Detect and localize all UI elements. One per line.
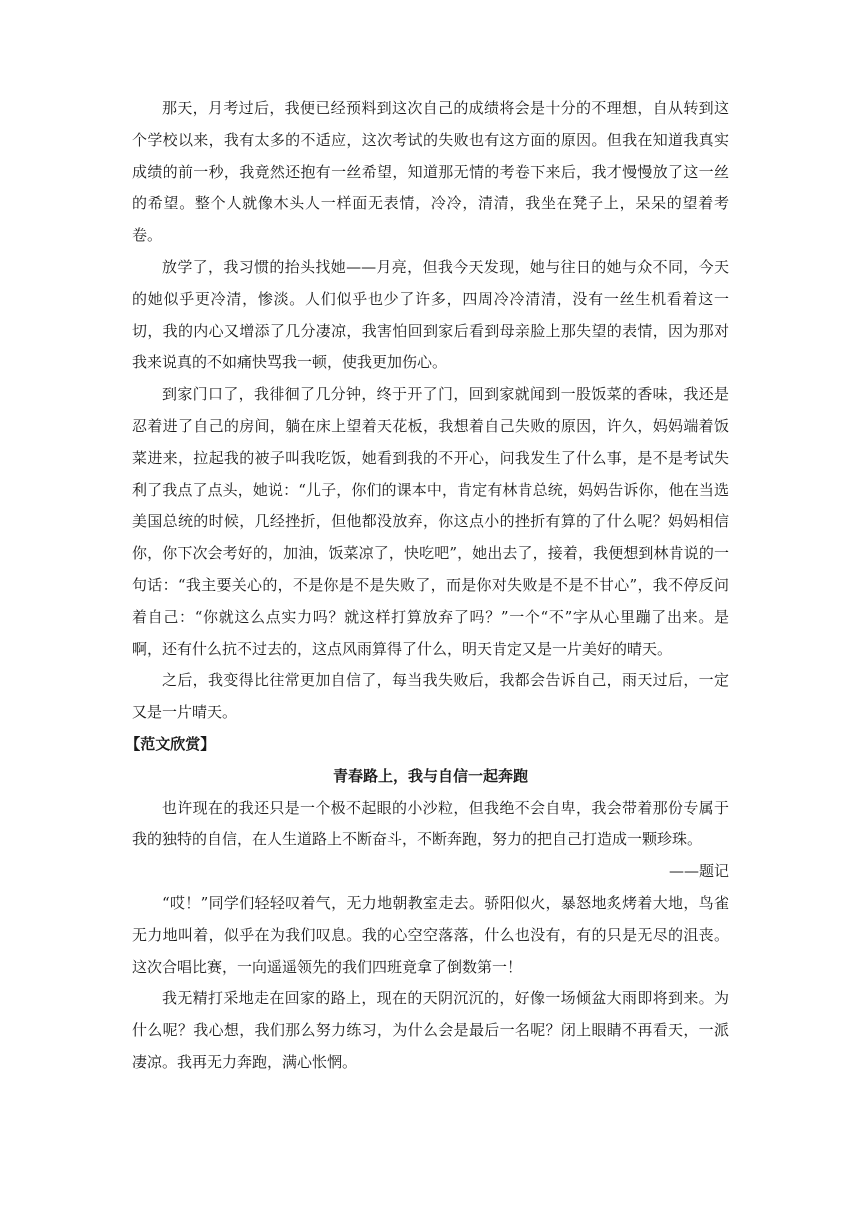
section-label: 【范文欣赏】 — [125, 734, 216, 753]
paragraph: 那天，月考过后，我便已经预料到这次自己的成绩将会是十分的不理想，自从转到这个学校以来，我有太多的不适应，这次考试的失败也有这方面的原因。但我在知道我真实成绩的前一秒，我竟然还抱有一丝希望，知道那无情的考卷下来后，我才慢慢放了这一丝的希望。整个人就像木头人一样面无表情，冷冷，清清，我坐在凳子上，呆呆的望着考卷。 — [132, 99, 729, 245]
epigraph-signoff: ——题记 — [668, 862, 729, 881]
document-body — [125, 93, 729, 1079]
paragraph: “哎！”同学们轻轻叹着气，无力地朝教室走去。骄阳似火，暴怒地炙烤着大地，鸟雀无力地叫着，似乎在为我们叹息。我的心空空落落，什么也没有，有的只是无尽的沮丧。这次合唱比赛，一向遥遥领先的我们四班竟拿了倒数第一！ — [132, 893, 729, 976]
essay-title: 青春路上，我与自信一起奔跑 — [332, 766, 528, 785]
paragraph: 我无精打采地走在回家的路上，现在的天阴沉沉的，好像一场倾盆大雨即将到来。为什么呢？我心想，我们那么努力练习，为什么会是最后一名呢？闭上眼睛不再看天，一派凄凉。我再无力奔跑，满心怅惘。 — [132, 989, 729, 1071]
paragraph: 到家门口了，我徘徊了几分钟，终于开了门，回到家就闻到一股饭菜的香味，我还是忍着进了自己的房间，躺在床上望着天花板，我想着自己失败的原因，许久，妈妈端着饭菜进来，拉起我的被子叫我吃饭，她看到我的不开心，问我发生了什么事，是不是考试失利了我点了点头，她说：“儿子，你们的课本中，肯定有林肯总统，妈妈告诉你，他在当选美国总统的时候，几经挫折，但他都没放弃，你这点小的挫折有算的了什么呢？妈妈相信你，你下次会考好的，加油，饭菜凉了，快吃吧”，她出去了，接着，我便想到林肯说的一句话：“我主要关心的，不是你是不是失败了，而是你对失败是不是不甘心”，我不停反问着自己：“你就这么点实力吗？就这样打算放弃了吗？”一个“不”字从心里蹦了出来。是啊，还有什么抗不过去的，这点风雨算得了什么，明天肯定又是一片美好的晴天。 — [132, 385, 729, 658]
paragraph: 之后，我变得比往常更加自信了，每当我失败后，我都会告诉自己，雨天过后，一定又是一片晴天。 — [132, 671, 729, 722]
paragraph: 放学了，我习惯的抬头找她——月亮，但我今天发现，她与往日的她与众不同，今天的她似乎更冷清，惨淡。人们似乎也少了许多，四周冷冷清清，没有一丝生机看着这一切，我的内心又增添了几分凄凉，我害怕回到家后看到母亲脸上那失望的表情，因为那对我来说真的不如痛快骂我一顿，使我更加伤心。 — [132, 257, 729, 372]
epigraph: 也许现在的我还只是一个极不起眼的小沙粒，但我绝不会自卑，我会带着那份专属于我的独特的自信，在人生道路上不断奋斗，不断奔跑，努力的把自己打造成一颗珍珠。 — [132, 798, 729, 849]
